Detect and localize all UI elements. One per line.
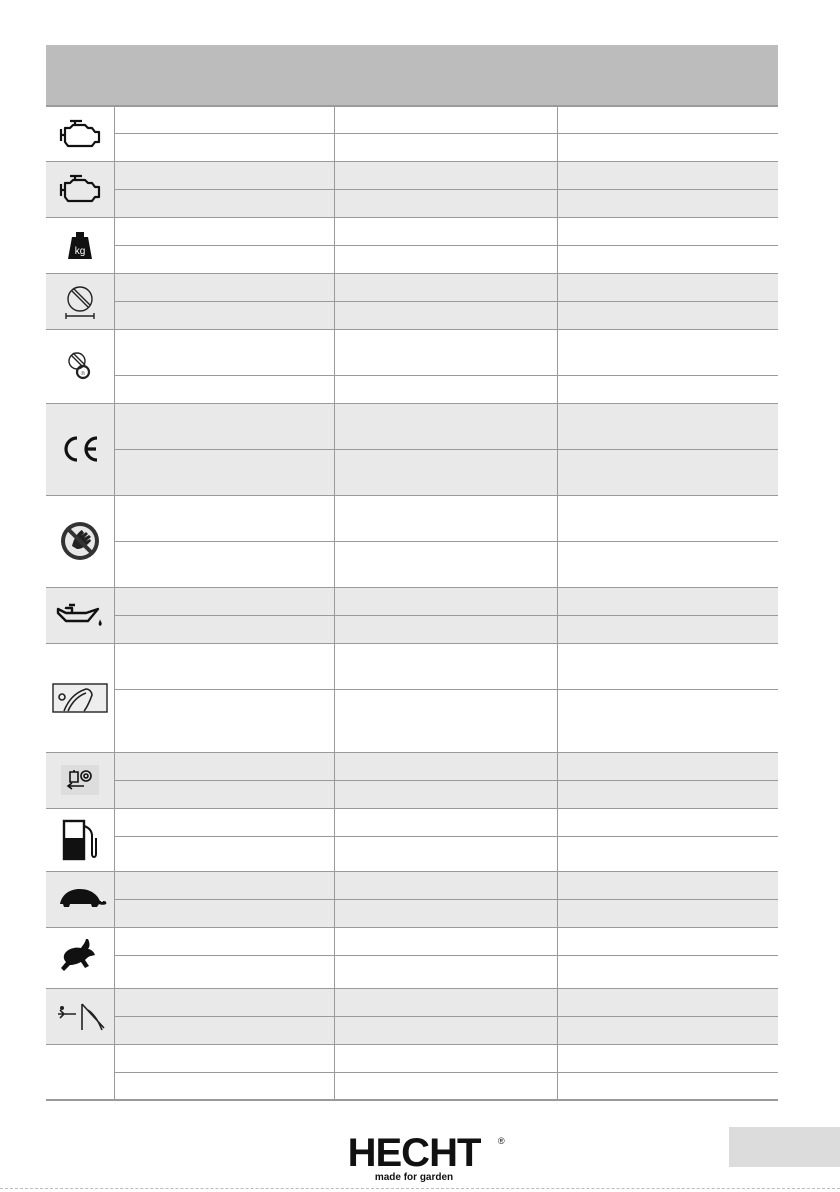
table-cell <box>558 329 779 375</box>
engine-icon <box>46 106 115 161</box>
table-cell <box>335 899 558 927</box>
table-cell <box>335 541 558 587</box>
spec-group-throttle <box>46 988 778 1044</box>
table-cell <box>115 495 335 541</box>
table-cell <box>558 988 779 1016</box>
registered-mark: ® <box>498 1136 505 1146</box>
table-cell <box>558 245 779 273</box>
spec-group-oil <box>46 587 778 643</box>
svg-text:kg: kg <box>74 246 86 257</box>
table-cell <box>115 955 335 988</box>
table-cell <box>335 245 558 273</box>
table-cell <box>558 836 779 871</box>
table-cell <box>115 161 335 189</box>
turtle-slow-icon <box>46 871 115 927</box>
weight-kg-icon <box>46 217 115 273</box>
bottom-divider <box>0 1188 840 1189</box>
table-cell <box>335 808 558 836</box>
table-cell <box>335 780 558 808</box>
table-cell <box>558 689 779 752</box>
table-cell <box>335 1044 558 1072</box>
table-cell <box>115 106 335 133</box>
table-cell <box>335 836 558 871</box>
table-cell <box>558 273 779 301</box>
table-cell <box>115 899 335 927</box>
table-cell <box>558 780 779 808</box>
spec-group-choke <box>46 752 778 808</box>
choke-icon <box>46 752 115 808</box>
table-cell <box>558 403 779 449</box>
table-cell <box>335 871 558 899</box>
table-cell <box>335 449 558 495</box>
engine-icon <box>46 161 115 217</box>
table-cell <box>335 189 558 217</box>
table-cell <box>115 541 335 587</box>
table-cell <box>335 133 558 161</box>
table-cell <box>335 329 558 375</box>
table-cell <box>335 301 558 329</box>
table-cell <box>115 449 335 495</box>
page-number-box <box>729 1127 840 1167</box>
fuel-pump-icon <box>46 808 115 871</box>
table-cell <box>115 301 335 329</box>
spec-group-blank <box>46 1044 778 1100</box>
table-cell <box>335 161 558 189</box>
spec-group-engine-2 <box>46 161 778 217</box>
table-cell <box>335 217 558 245</box>
blade-rpm-icon <box>46 329 115 403</box>
table-cell <box>115 375 335 403</box>
table-cell <box>115 245 335 273</box>
table-cell <box>115 1044 335 1072</box>
table-cell <box>558 449 779 495</box>
table-cell <box>115 871 335 899</box>
table-cell <box>558 752 779 780</box>
no-hands-icon <box>46 495 115 587</box>
table-cell <box>335 752 558 780</box>
table-cell <box>558 955 779 988</box>
table-cell <box>115 1072 335 1100</box>
table-cell <box>558 615 779 643</box>
spec-group-no-hands <box>46 495 778 587</box>
table-cell <box>335 1072 558 1100</box>
table-cell <box>115 273 335 301</box>
table-cell <box>335 955 558 988</box>
table-cell <box>558 1044 779 1072</box>
table-cell <box>335 643 558 689</box>
table-cell <box>115 808 335 836</box>
table-cell <box>115 329 335 375</box>
table-cell <box>115 927 335 955</box>
table-cell <box>115 587 335 615</box>
table-cell <box>335 615 558 643</box>
table-cell <box>558 871 779 899</box>
hecht-logo <box>336 1132 506 1184</box>
spec-group-handle <box>46 643 778 752</box>
table-cell <box>335 988 558 1016</box>
table-cell <box>335 403 558 449</box>
table-cell <box>115 689 335 752</box>
spec-group-engine-1 <box>46 106 778 161</box>
table-cell <box>335 689 558 752</box>
table-cell <box>115 217 335 245</box>
table-cell <box>115 403 335 449</box>
table-cell <box>335 495 558 541</box>
spec-group-fuel <box>46 808 778 871</box>
table-cell <box>558 808 779 836</box>
table-cell <box>558 189 779 217</box>
table-cell <box>558 133 779 161</box>
rabbit-fast-icon <box>46 927 115 988</box>
table-cell <box>115 836 335 871</box>
table-cell <box>335 375 558 403</box>
table-cell <box>335 1016 558 1044</box>
spec-table <box>46 105 778 1101</box>
table-cell <box>558 541 779 587</box>
table-cell <box>335 106 558 133</box>
spec-group-fast <box>46 927 778 988</box>
table-cell <box>558 301 779 329</box>
cutting-width-icon <box>46 273 115 329</box>
spec-group-weight <box>46 217 778 273</box>
table-cell <box>115 780 335 808</box>
table-header-band <box>46 45 778 105</box>
ce-mark-icon <box>46 403 115 495</box>
svg-text:n: n <box>81 371 85 377</box>
table-cell <box>115 615 335 643</box>
table-cell <box>558 1016 779 1044</box>
spec-group-ce <box>46 403 778 495</box>
table-cell <box>115 133 335 161</box>
table-cell <box>558 375 779 403</box>
handle-lever-icon <box>46 643 115 752</box>
table-cell <box>558 587 779 615</box>
table-cell <box>115 189 335 217</box>
table-cell <box>558 643 779 689</box>
brand-wordmark: HECHT <box>347 1132 481 1175</box>
table-cell <box>558 495 779 541</box>
table-cell <box>115 643 335 689</box>
table-cell <box>335 587 558 615</box>
table-cell <box>558 927 779 955</box>
spec-group-cutting-width <box>46 273 778 329</box>
table-cell <box>558 217 779 245</box>
table-cell <box>115 1016 335 1044</box>
table-cell <box>335 927 558 955</box>
throttle-control-icon <box>46 988 115 1044</box>
table-cell <box>115 988 335 1016</box>
table-cell <box>115 752 335 780</box>
table-cell <box>558 106 779 133</box>
oil-can-icon <box>46 587 115 643</box>
blank-icon-cell <box>46 1044 115 1100</box>
brand-tagline: made for garden <box>374 1172 454 1183</box>
table-cell <box>558 899 779 927</box>
table-cell <box>335 273 558 301</box>
table-cell <box>558 161 779 189</box>
table-cell <box>558 1072 779 1100</box>
spec-group-blade-rpm <box>46 329 778 403</box>
spec-group-slow <box>46 871 778 927</box>
